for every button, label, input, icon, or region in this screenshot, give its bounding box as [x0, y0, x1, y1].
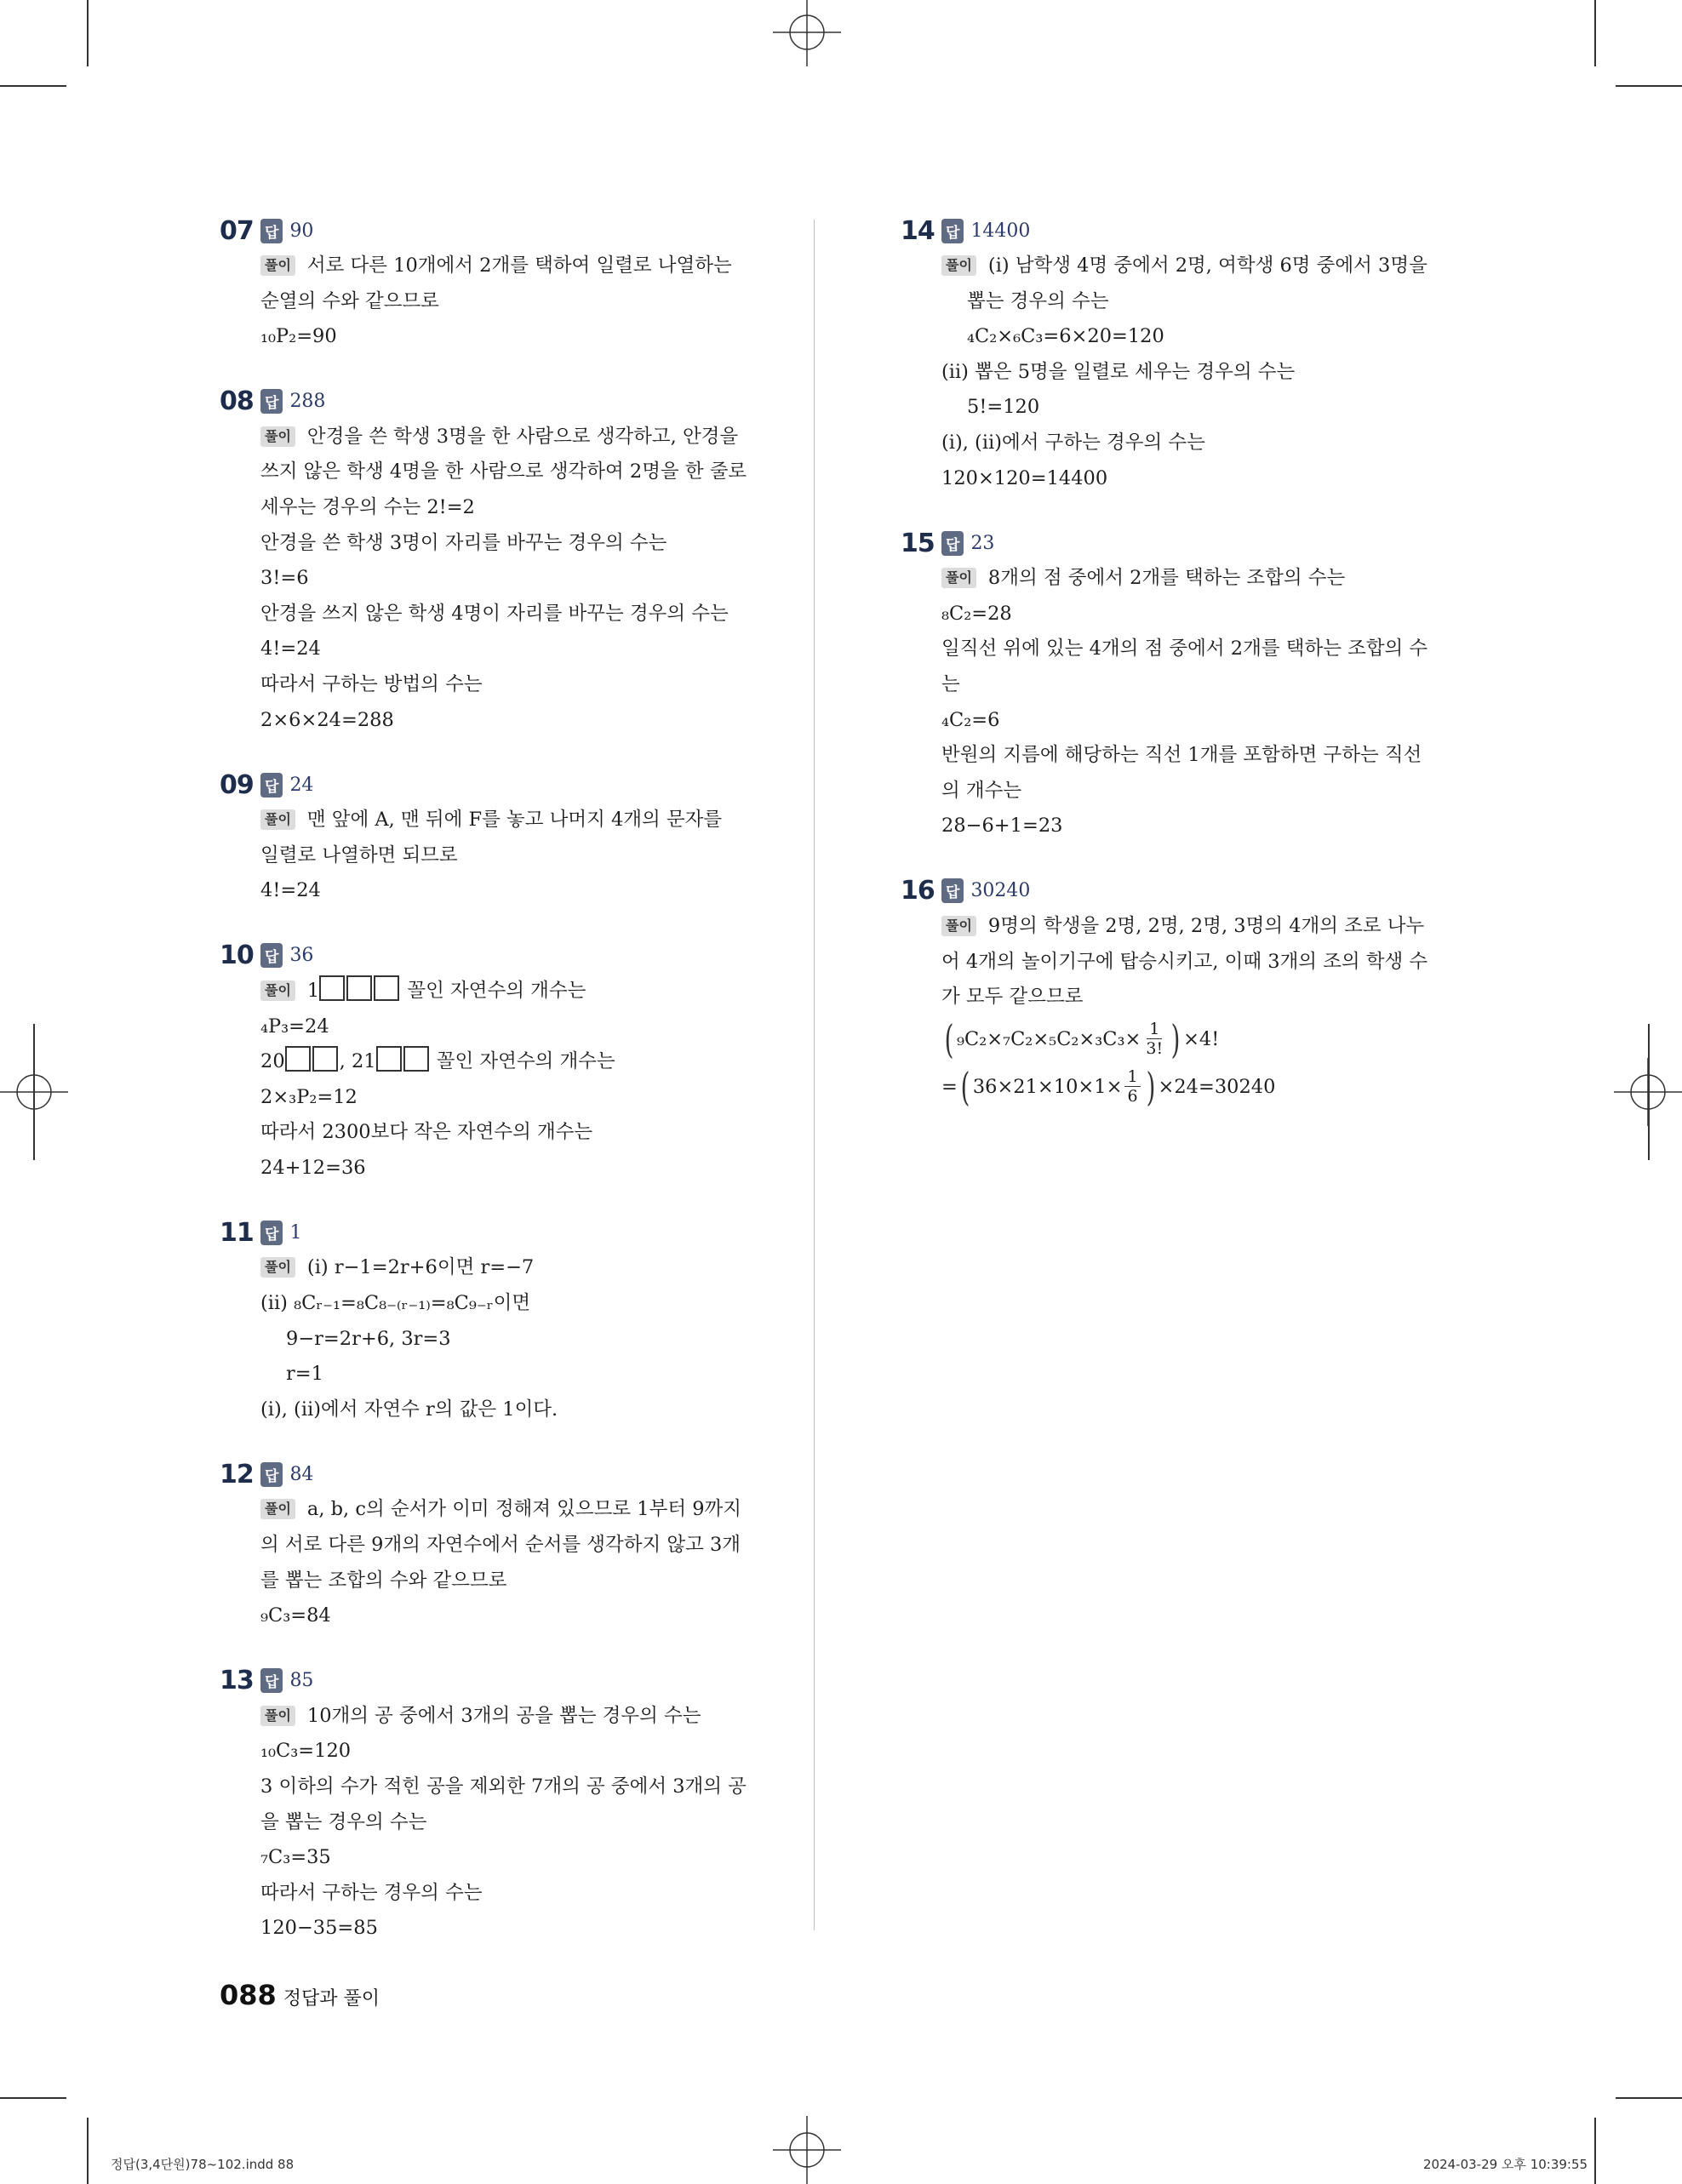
- blank-box: [346, 975, 372, 1001]
- solution-line: ₄C₂=6: [941, 708, 1000, 731]
- answer-badge: 답: [260, 1221, 283, 1245]
- solution-line: 120×120=14400: [941, 466, 1108, 489]
- solution-line: 서로 다른 10개에서 2개를 택하여 일렬로 나열하는: [306, 254, 732, 277]
- problem-15: [901, 525, 1428, 844]
- solution-line: ₇C₃=35: [260, 1846, 331, 1869]
- solution-line: 쓰지 않은 학생 4명을 한 사람으로 생각하여 2명을 한 줄로: [260, 460, 747, 483]
- answer-badge: 답: [941, 219, 964, 243]
- solution-line: ₄P₃=24: [260, 1015, 329, 1038]
- solution-line: ₁₀C₃=120: [260, 1740, 352, 1763]
- blank-box: [312, 1046, 338, 1072]
- blank-box: [376, 1046, 402, 1072]
- solution-badge: 풀이: [941, 255, 976, 276]
- problem-14: [901, 213, 1427, 496]
- solution-line: 4!=24: [260, 637, 321, 660]
- answer-value: 14400: [970, 220, 1031, 242]
- answer-value: 84: [289, 1463, 314, 1485]
- fraction-denominator: 3!: [1146, 1039, 1164, 1059]
- problem-number: 12: [220, 1459, 254, 1489]
- answer-value: 90: [289, 220, 314, 242]
- solution-line: (ⅰ), (ⅱ)에서 구하는 경우의 수는: [941, 431, 1205, 454]
- solution-line: (ⅰ) 남학생 4명 중에서 2명, 여학생 6명 중에서 3명을: [987, 254, 1427, 277]
- answer-badge: 답: [941, 878, 964, 903]
- formula-text: 36×21×10×1×: [972, 1075, 1123, 1098]
- solution-badge: 풀이: [260, 809, 295, 830]
- crop-mark: [0, 85, 66, 87]
- problem-09: [220, 767, 764, 909]
- close-paren: ): [1146, 1063, 1155, 1110]
- solution-line: 따라서 구하는 방법의 수는: [260, 672, 483, 695]
- solution-text: 꼴인 자연수의 개수는: [407, 979, 586, 1002]
- fraction-numerator: 1: [1124, 1067, 1140, 1087]
- blank-box: [403, 1046, 429, 1072]
- solution-line: 4!=24: [260, 879, 321, 902]
- problem-12: [220, 1456, 764, 1633]
- solution-badge: 풀이: [260, 1257, 295, 1278]
- close-paren: ): [1170, 1015, 1181, 1062]
- answer-badge: 답: [941, 531, 964, 556]
- solution-line: (ⅱ) ₈Cᵣ₋₁=₈C₈₋₍ᵣ₋₁₎=₈C₉₋ᵣ이면: [260, 1292, 531, 1315]
- solution-line: r=1: [286, 1363, 323, 1386]
- solution-line: 2×6×24=288: [260, 708, 394, 731]
- answer-badge: 답: [260, 773, 283, 798]
- answer-value: 36: [289, 945, 314, 967]
- problem-number: 10: [220, 940, 254, 971]
- answer-value: 85: [289, 1670, 314, 1692]
- crop-mark: [33, 1024, 35, 1160]
- solution-line: 가 모두 같으므로: [941, 986, 1084, 1009]
- blank-box: [374, 975, 399, 1001]
- solution-badge: 풀이: [260, 255, 295, 276]
- problem-11: [220, 1215, 764, 1427]
- solution-line: 24+12=36: [260, 1156, 366, 1179]
- solution-line: 2×₃P₂=12: [260, 1085, 358, 1108]
- problem-number: 11: [220, 1217, 254, 1248]
- solution-badge: 풀이: [941, 916, 976, 936]
- solution-line: 따라서 구하는 경우의 수는: [260, 1881, 483, 1904]
- solution-text: 20: [260, 1050, 285, 1073]
- problem-10: [220, 938, 764, 1186]
- solution-line: 3!=6: [260, 567, 309, 590]
- solution-line: 3 이하의 수가 적힌 공을 제외한 7개의 공 중에서 3개의 공: [260, 1775, 747, 1798]
- answer-value: 288: [289, 391, 326, 413]
- solution-text: , 21: [339, 1050, 376, 1073]
- answer-value: 30240: [970, 880, 1031, 902]
- solution-line: (ⅰ) r−1=2r+6이면 r=−7: [306, 1256, 535, 1279]
- problem-08: [220, 384, 764, 738]
- crop-mark: [1594, 2118, 1596, 2184]
- answer-value: 1: [289, 1221, 302, 1244]
- formula-text: =: [941, 1075, 958, 1098]
- open-paren: (: [960, 1063, 970, 1110]
- left-column: [220, 213, 764, 1975]
- solution-badge: 풀이: [941, 568, 976, 588]
- problem-number: 07: [220, 215, 254, 246]
- slug-file-info: 정답(3,4단원)78~102.indd 88: [111, 2157, 295, 2172]
- solution-badge: 풀이: [260, 1499, 295, 1519]
- solution-line: (ⅰ), (ⅱ)에서 자연수 r의 값은 1이다.: [260, 1398, 558, 1421]
- page-label: 정답과 풀이: [283, 1988, 380, 2010]
- answer-badge: 답: [260, 219, 283, 243]
- solution-line: 일렬로 나열하면 되므로: [260, 843, 458, 866]
- solution-line: 따라서 2300보다 작은 자연수의 개수는: [260, 1121, 593, 1144]
- solution-line: 9−r=2r+6, 3r=3: [286, 1327, 451, 1350]
- crop-mark: [1594, 0, 1596, 66]
- crop-mark: [87, 2118, 89, 2184]
- solution-line: ₉C₃=84: [260, 1604, 331, 1627]
- solution-line: a, b, c의 순서가 이미 정해져 있으므로 1부터 9까지: [306, 1498, 741, 1521]
- solution-line: 일직선 위에 있는 4개의 점 중에서 2개를 택하는 조합의 수: [941, 637, 1428, 660]
- solution-line: 9명의 학생을 2명, 2명, 2명, 3명의 4개의 조로 나누: [987, 914, 1425, 937]
- solution-line: 맨 앞에 A, 맨 뒤에 F를 놓고 나머지 4개의 문자를: [306, 809, 723, 832]
- crop-mark: [1616, 85, 1682, 87]
- solution-line: 세우는 경우의 수는 2!=2: [260, 495, 475, 518]
- solution-badge: 풀이: [260, 1706, 295, 1726]
- blank-box: [319, 975, 345, 1001]
- fraction-numerator: 1: [1147, 1020, 1162, 1039]
- solution-line: 10개의 공 중에서 3개의 공을 뽑는 경우의 수는: [306, 1704, 701, 1727]
- problem-number: 13: [220, 1666, 254, 1696]
- slug-timestamp: 2024-03-29 오후 10:39:55: [1423, 2157, 1588, 2172]
- solution-line: 순열의 수와 같으므로: [260, 289, 439, 312]
- crop-mark: [0, 2097, 66, 2099]
- solution-text: 1: [306, 979, 320, 1002]
- open-paren: (: [944, 1015, 954, 1062]
- solution-line: 를 뽑는 조합의 수와 같으므로: [260, 1569, 507, 1592]
- crop-mark: [87, 0, 89, 66]
- solution-line: 8개의 점 중에서 2개를 택하는 조합의 수는: [987, 567, 1346, 590]
- formula-text: ×4!: [1183, 1027, 1220, 1050]
- answer-badge: 답: [260, 943, 283, 968]
- problem-07: [220, 213, 764, 355]
- blank-box: [285, 1046, 311, 1072]
- formula-line: [941, 1063, 1411, 1111]
- problem-number: 15: [901, 528, 935, 558]
- problem-13: [220, 1663, 764, 1947]
- solution-line: 5!=120: [967, 396, 1040, 419]
- problem-number: 08: [220, 386, 254, 417]
- problem-number: 09: [220, 769, 254, 800]
- crop-mark: [1648, 1024, 1650, 1160]
- solution-line: 안경을 쓴 학생 3명을 한 사람으로 생각하고, 안경을: [306, 425, 739, 448]
- fraction: [1124, 1067, 1140, 1106]
- solution-line: 는: [941, 672, 960, 695]
- column-divider: [814, 220, 815, 1930]
- solution-line: 안경을 쓴 학생 3명이 자리를 바꾸는 경우의 수는: [260, 531, 667, 554]
- solution-line: 의 서로 다른 9개의 자연수에서 순서를 생각하지 않고 3개: [260, 1534, 741, 1557]
- solution-badge: 풀이: [260, 426, 295, 447]
- problem-16: [901, 873, 1428, 1111]
- crop-mark: [1616, 2097, 1682, 2099]
- problem-number: 16: [901, 876, 935, 906]
- formula-text: ×24=30240: [1158, 1075, 1276, 1098]
- solution-line: 을 뽑는 경우의 수는: [260, 1810, 427, 1833]
- fraction: [1143, 1020, 1165, 1058]
- solution-badge: 풀이: [260, 981, 295, 1001]
- fraction-denominator: 6: [1127, 1087, 1138, 1106]
- solution-text: 꼴인 자연수의 개수는: [436, 1050, 615, 1073]
- page-number: 088: [220, 1979, 277, 2011]
- registration-mark: [773, 2116, 841, 2184]
- registration-mark: [773, 0, 841, 66]
- answer-value: 24: [289, 774, 314, 796]
- solution-line: 안경을 쓰지 않은 학생 4명이 자리를 바꾸는 경우의 수는: [260, 602, 729, 625]
- answer-value: 23: [970, 532, 995, 554]
- solution-line: ₈C₂=28: [941, 602, 1012, 625]
- solution-line: ₁₀P₂=90: [260, 325, 337, 348]
- right-column: [901, 213, 1428, 1140]
- formula-text: ₉C₂×₇C₂×₅C₂×₃C₃×: [956, 1027, 1141, 1050]
- solution-line: 28−6+1=23: [941, 815, 1063, 838]
- solution-line: 의 개수는: [941, 779, 1022, 802]
- solution-line: 120−35=85: [260, 1917, 378, 1940]
- solution-line: 어 4개의 놀이기구에 탑승시키고, 이때 3개의 조의 학생 수: [941, 950, 1428, 973]
- formula-line: [941, 1015, 1411, 1063]
- page-footer: [220, 1979, 380, 2011]
- answer-badge: 답: [260, 1668, 283, 1693]
- solution-line: ₄C₂×₆C₃=6×20=120: [967, 325, 1164, 348]
- solution-line: 뽑는 경우의 수는: [967, 289, 1109, 312]
- answer-badge: 답: [260, 1462, 283, 1487]
- solution-line: (ⅱ) 뽑은 5명을 일렬로 세우는 경우의 수는: [941, 360, 1296, 383]
- problem-number: 14: [901, 215, 935, 246]
- solution-line: 반원의 지름에 해당하는 직선 1개를 포함하면 구하는 직선: [941, 744, 1422, 767]
- answer-badge: 답: [260, 389, 283, 414]
